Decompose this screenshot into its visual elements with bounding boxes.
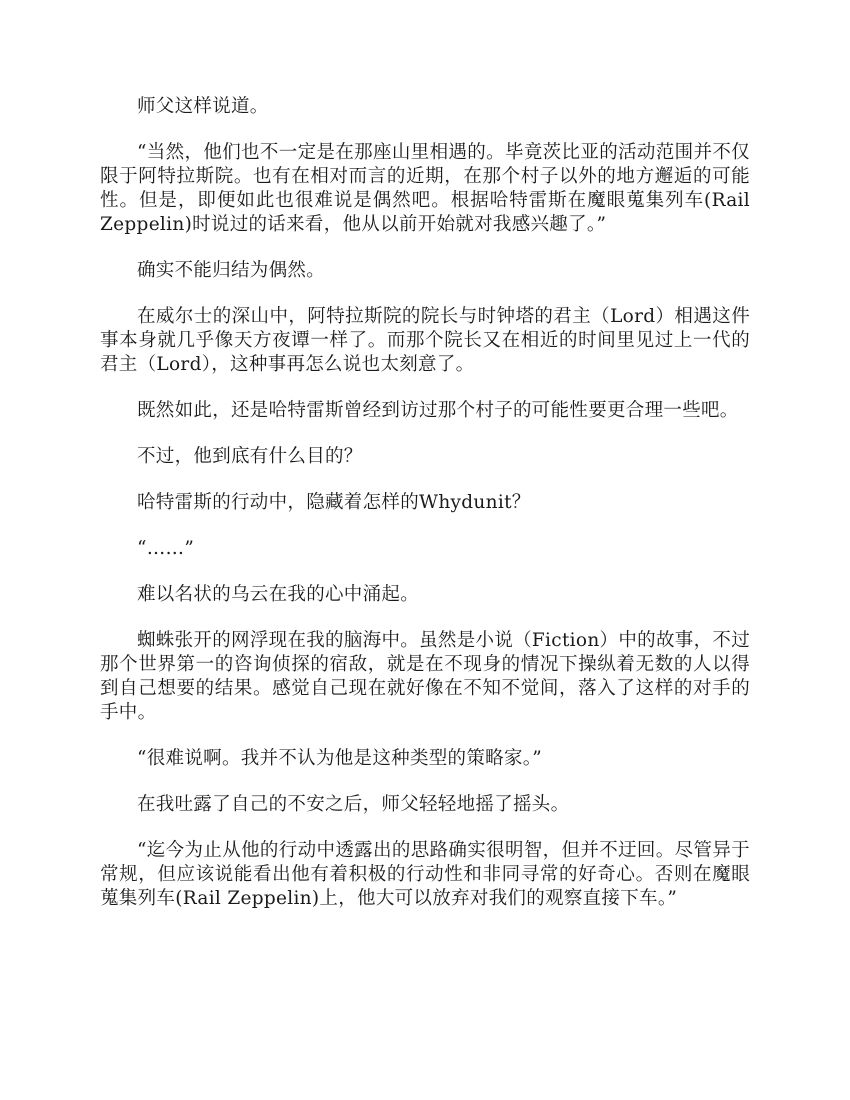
body-text: [100, 95, 750, 933]
paragraph: 确实不能归结为偶然。: [137, 260, 326, 281]
paragraph: 难以名状的乌云在我的心中涌起。: [137, 584, 420, 605]
paragraph: 师父这样说道。: [137, 96, 269, 117]
paragraph: “迄今为止从他的行动中透露出的思路确实很明智，但并不迂回。尽管异于常规，但应该说能看出他有着积极的行动性和非同寻常的好奇心。否则在魔眼蒐集列车(Rail Zeppelin)上，他大可以放弃对我们的观察直接下车。”: [100, 840, 750, 909]
paragraph: 不过，他到底有什么目的？: [137, 446, 363, 467]
paragraph: 哈特雷斯的行动中，隐藏着怎样的Whydunit？: [137, 492, 531, 513]
paragraph: 在威尔士的深山中，阿特拉斯院的院长与时钟塔的君主（Lord）相遇这件事本身就几乎像天方夜谭一样了。而那个院长又在相近的时间里见过上一代的君主（Lord），这种事再怎么说也太刻意了。: [100, 306, 750, 375]
paragraph: 蜘蛛张开的网浮现在我的脑海中。虽然是小说（Fiction）中的故事，不过那个世界第一的咨询侦探的宿敌，就是在不现身的情况下操纵着无数的人以得到自己想要的结果。感觉自己现在就好像在不知不觉间，落入了这样的对手的手中。: [100, 630, 750, 723]
paragraph: 在我吐露了自己的不安之后，师父轻轻地摇了摇头。: [137, 794, 570, 815]
paragraph: “……”: [137, 538, 195, 559]
paragraph: “当然，他们也不一定是在那座山里相遇的。毕竟茨比亚的活动范围并不仅限于阿特拉斯院。也有在相对而言的近期，在那个村子以外的地方邂逅的可能性。但是，即便如此也很难说是偶然吧。根据哈特雷斯在魔眼蒐集列车(Rail Zeppelin)时说过的话来看，他从以前开始就对我感兴趣了。”: [100, 142, 750, 235]
paragraph: 既然如此，还是哈特雷斯曾经到访过那个村子的可能性要更合理一些吧。: [137, 400, 739, 421]
paragraph: “很难说啊。我并不认为他是这种类型的策略家。”: [137, 748, 543, 769]
